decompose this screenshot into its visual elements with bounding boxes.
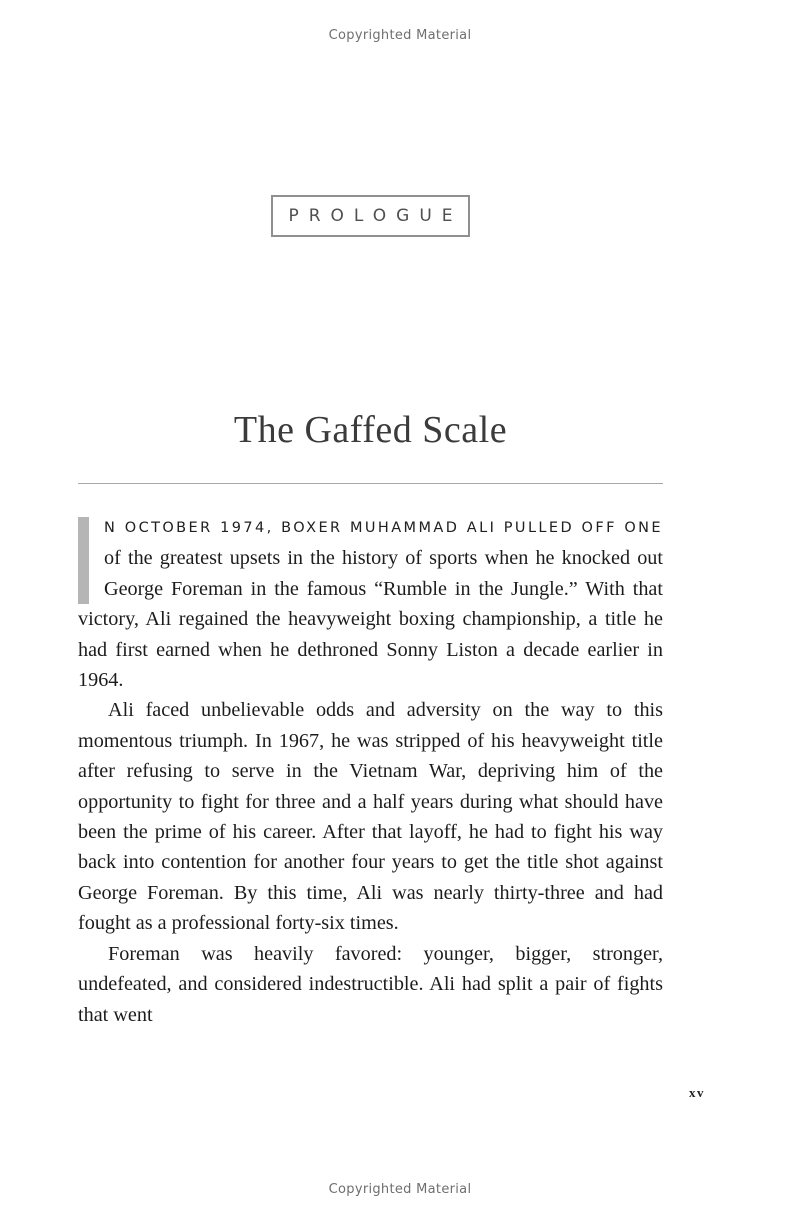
- title-rule: [78, 483, 663, 484]
- paragraph-3: Foreman was heavily favored: younger, bigger, stronger, undefeated, and considered indestructible. Ali had split a pair of fights that went: [78, 942, 663, 1026]
- dropcap-letter-i: [78, 517, 89, 604]
- paragraph-2: Ali faced unbelievable odds and adversity on the way to this momentous triumph. In 1967, he was stripped of his heavyweight title after refusing to serve in the Vietnam War, depriving him of the opportunity to fight for three and a half years during what should have been the prime of his career. After that layoff, he had to fight his way back into contention for another four years to get the title shot against George Foreman. By this time, Ali was nearly thirty-three and had fought as a professional forty-six times.: [78, 699, 663, 935]
- page-number: xv: [689, 1085, 705, 1100]
- paragraph-1: [78, 511, 663, 695]
- copyright-notice-bottom: Copyrighted Material: [328, 1182, 472, 1197]
- lead-caps-opening-line: N OCTOBER 1974, BOXER MUHAMMAD ALI PULLED OFF ONE: [104, 520, 663, 536]
- prologue-label: PROLOGUE: [271, 195, 469, 237]
- body-text: [78, 511, 663, 1030]
- prologue-heading: [78, 195, 663, 237]
- copyright-notice-top: Copyrighted Material: [328, 28, 472, 43]
- chapter-title: The Gaffed Scale: [233, 409, 508, 451]
- paragraph-1-text: of the greatest upsets in the history of sports when he knocked out George Foreman in the famous “Rumble in the Jungle.” With that victory, Ali regained the heavyweight boxing championship, a title he had first earned when he dethroned Sonny Liston a decade earlier in 1964.: [78, 547, 663, 692]
